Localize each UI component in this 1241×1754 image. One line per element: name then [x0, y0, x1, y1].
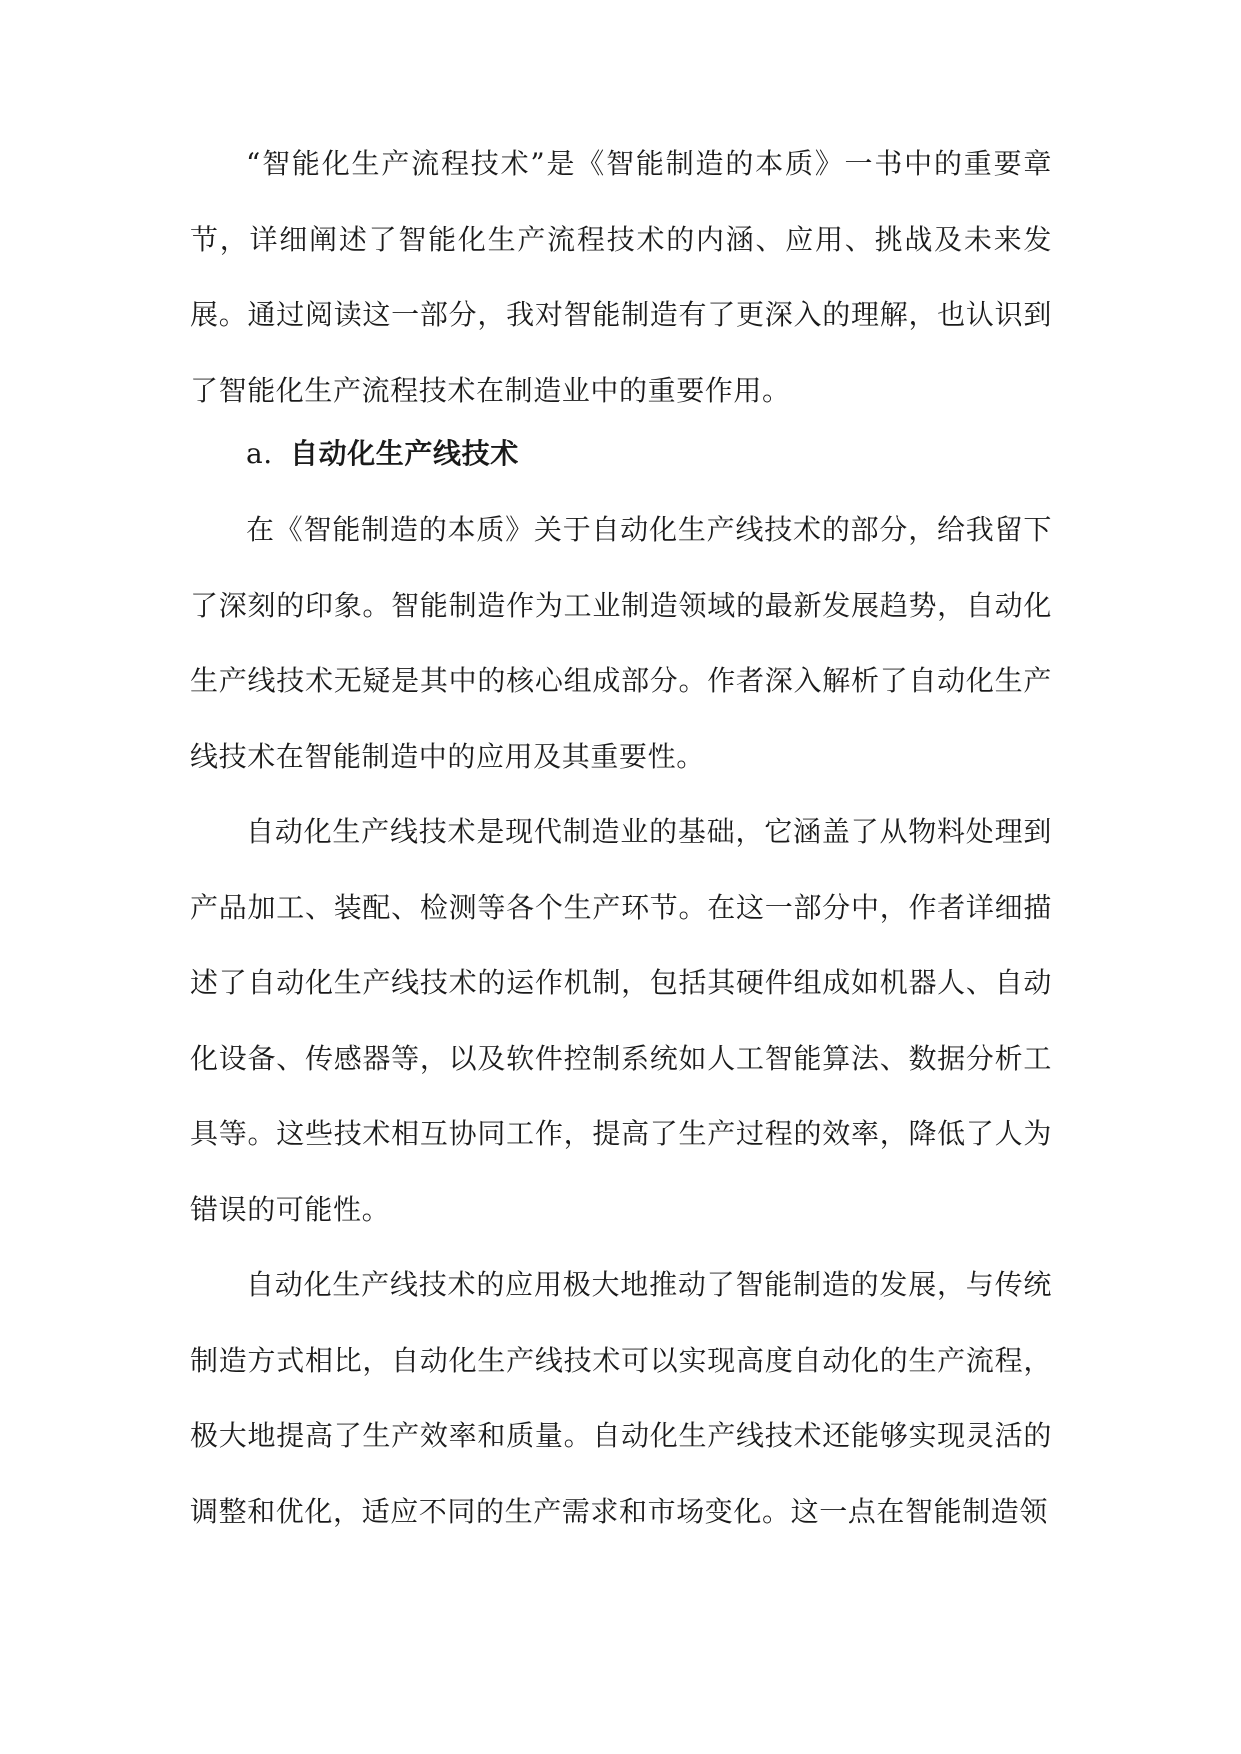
body-paragraph-3: 自动化生产线技术的应用极大地推动了智能制造的发展，与传统制造方式相比，自动化生产线技术可以实现高度自动化的生产流程，极大地提高了生产效率和质量。自动化生产线技术还能够实现灵活的调整和优化，适应不同的生产需求和市场变化。这一点在智能制造领: [190, 1268, 1052, 1528]
section-a: [190, 416, 1052, 492]
section-heading: [190, 416, 1052, 492]
body-paragraph-2: 自动化生产线技术是现代制造业的基础，它涵盖了从物料处理到产品加工、装配、检测等各个生产环节。在这一部分中，作者详细描述了自动化生产线技术的运作机制，包括其硬件组成如机器人、自动化设备、传感器等，以及软件控制系统如人工智能算法、数据分析工具等。这些技术相互协同工作，提高了生产过程的效率，降低了人为错误的可能性。: [190, 815, 1052, 1226]
section-marker: a.: [246, 437, 273, 470]
intro-section: [190, 126, 1052, 428]
intro-paragraph: “智能化生产流程技术”是《智能制造的本质》一书中的重要章节，详细阐述了智能化生产流程技术的内涵、应用、挑战及未来发展。通过阅读这一部分，我对智能制造有了更深入的理解，也认识到了智能化生产流程技术在制造业中的重要作用。: [190, 147, 1052, 407]
section-title: 自动化生产线技术: [290, 437, 519, 470]
body-paragraph-1: 在《智能制造的本质》关于自动化生产线技术的部分，给我留下了深刻的印象。智能制造作为工业制造领域的最新发展趋势，自动化生产线技术无疑是其中的核心组成部分。作者深入解析了自动化生产线技术在智能制造中的应用及其重要性。: [190, 513, 1052, 773]
section-a-body: [190, 492, 1052, 1549]
